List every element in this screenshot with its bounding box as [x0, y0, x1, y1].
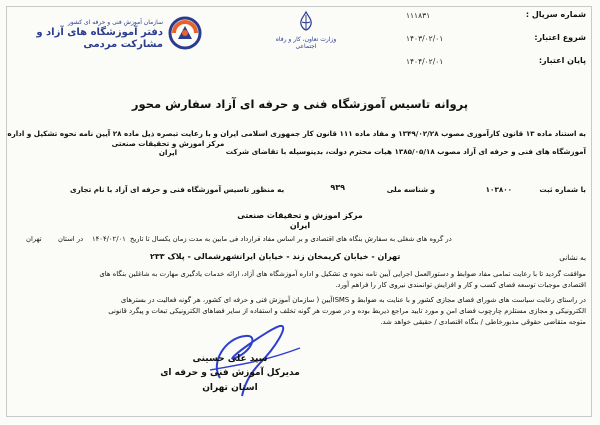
body-line-2 — [226, 147, 586, 156]
address-label: به نشانی — [559, 253, 586, 262]
approval-line-1: موافقت گردید تا با رعایت تمامی مفاد ضوابط و دستورالعمل اجرایی آیین نامه نحوه ی تشکیل و اداره آموزشگاه های آزاد، ارائه خدمات یادگیری مهارت به شاغلین بنگاه های — [99, 270, 586, 278]
signer-title: مدیرکل آموزش فنی و حرفه ای استان تهران — [160, 368, 300, 393]
reg-label: با شماره ثبت — [539, 185, 586, 194]
national-id-label: و شناسه ملی — [386, 185, 435, 194]
end-row — [406, 56, 586, 79]
serial-value: ۱۱۱۸۳۱ — [406, 11, 431, 20]
expiry-date: ۱۴۰۴/۰۲/۰۱ — [92, 235, 126, 243]
approval-line-2: اقتصادی موجبات توسعه فضای کسب و کار و افزایش توانمندی نیروی کار را فراهم آورد. — [335, 281, 586, 289]
body-line-1: به استناد ماده ۱۳ قانون کارآموزی مصوب ۱۳۴۹/۰۲/۲۸ و مفاد ماده ۱۱۱ قانون کار جمهوری اسلامی ایران و با رعایت تبصره ذیل ماده ۲۸ آیین نامه نحوه تشکیل و اداره — [7, 129, 586, 138]
start-label: شروع اعتبار: — [534, 33, 586, 42]
emblem-icon — [295, 10, 317, 32]
registration-row — [539, 185, 586, 194]
ministry-emblem — [271, 10, 341, 50]
signer-block — [150, 352, 310, 395]
reg-number: ۱۰۳۸۰۰ — [485, 185, 512, 194]
organization-logo — [8, 10, 218, 54]
sector-line: در گروه های شغلی به سفارش بنگاه های اقتصادی و بر اساس مفاد قرارداد فی مابین به مدت زمان یکسال تا تاریخ — [130, 235, 452, 243]
start-row — [406, 33, 586, 56]
province-label: در استان — [58, 235, 84, 243]
address: تهران - خیابان کریمخان زند - خیابان ایرانشهرشمالی - پلاک ۲۳۳ — [150, 252, 401, 261]
serial-row — [406, 10, 586, 33]
province: تهران — [26, 235, 42, 243]
logo-mark-icon — [168, 16, 202, 50]
serial-label: شماره سریال : — [525, 10, 586, 19]
logo-line-2: دفتر آموزشگاه های آزاد و مشارکت مردمی — [36, 26, 163, 50]
national-id: ۹۳۹ — [330, 183, 345, 192]
signer-name: سید علی حسینی — [192, 354, 268, 364]
logo-line-1: سازمان آموزش فنی و حرفه ای کشور — [67, 19, 163, 26]
body-line-2-text: آموزشگاه های فنی و حرفه ای آزاد مصوب ۱۳۸۵/۰۵/۱۸ هیات محترم دولت، بدینوسیله با تقاضای شرکت — [225, 147, 586, 156]
certificate-info — [406, 10, 586, 79]
end-value: ۱۴۰۴/۰۲/۰۱ — [406, 57, 444, 66]
start-value: ۱۴۰۳/۰۲/۰۱ — [406, 34, 444, 43]
purpose-text: به منظور تاسیس آموزشگاه فنی و حرفه ای آزاد با نام تجاری — [70, 185, 285, 194]
policy-line-2: الکترونیکی و مجازی مستلزم چارچوب فضای امن و مورد تایید مراجع ذیربط بوده و در صورت هر گونه تخلف و استفاده از سایر فضاهای الکترونیکی تبعات و پیگرد قانونی — [108, 307, 586, 315]
trade-name: مرکز اموزش و تحقیقات صنعتی ایران — [237, 211, 363, 230]
policy-line-1: در راستای رعایت سیاست های شورای فضای مجازی کشور و با عنایت به ضوابط و ISMSآیین ( سازمان آموزش فنی و حرفه ای کشور، هر گونه فعالیت در بسترهای — [120, 296, 586, 304]
company-name: مرکز اموزش و تحقیقات صنعتی ایران — [111, 139, 225, 157]
document-title: پروانه تاسیس آموزشگاه فنی و حرفه ای آزاد سفارش محور — [131, 97, 469, 111]
end-label: پایان اعتبار: — [538, 56, 586, 65]
logo-text — [18, 20, 163, 51]
policy-line-3: متوجه متقاضی حقوقی مذبورخاطی / بنگاه اقتصادی / حقیقی خواهد شد. — [380, 318, 586, 326]
emblem-caption: وزارت تعاون، کار و رفاه اجتماعی — [275, 36, 337, 51]
